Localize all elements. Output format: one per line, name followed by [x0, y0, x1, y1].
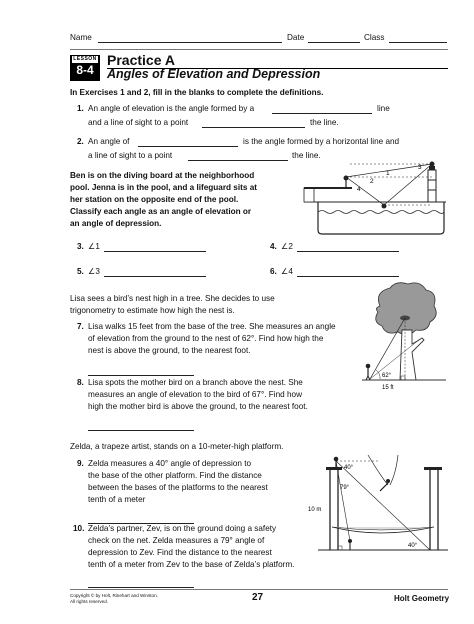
lesson-number: 8-4 — [70, 63, 100, 77]
class-label: Class — [364, 33, 385, 42]
q10-answer[interactable] — [88, 578, 194, 588]
q9-line-1: Zelda measures a 40° angle of depression to — [88, 459, 252, 468]
tree-intro-1: Lisa sees a bird’s nest high in a tree. She decides to use — [70, 294, 275, 303]
q9-number: 9. — [77, 459, 84, 468]
tree-angle-label: 62° — [382, 373, 392, 379]
pool-angle-label: 3 — [418, 164, 422, 171]
q6-number: 6. — [270, 267, 277, 276]
pool-intro-1: Ben is on the diving board at the neighborhood — [70, 171, 255, 180]
tree-diagram — [362, 282, 448, 394]
pool-angle-label: 2 — [370, 178, 374, 185]
trapeze-angle-79: 79° — [340, 485, 350, 491]
q8-line-2: measures an angle of elevation to the bird of 67°. Find how — [88, 390, 303, 399]
footer-rule — [70, 589, 448, 590]
page-number: 27 — [252, 592, 264, 603]
q10-line-2: check on the net. Zelda measures a 79° angle of — [88, 536, 265, 545]
q2-text-b: is the angle formed by a horizontal line and — [243, 137, 400, 146]
q2-text-d: the line. — [292, 151, 321, 160]
book-title: Holt Geometry — [394, 594, 450, 603]
pool-intro-2: pool. Jenna is in the pool, and a lifeguard sits at — [70, 183, 257, 192]
q4-answer[interactable] — [297, 242, 399, 252]
pool-intro-5: an angle of depression. — [70, 219, 162, 228]
q5-answer[interactable] — [104, 267, 206, 277]
name-field[interactable] — [98, 33, 282, 43]
tree-distance-label: 15 ft — [382, 385, 394, 391]
q3-answer[interactable] — [104, 242, 206, 252]
q7-line-3: nest is above the ground, to the nearest foot. — [88, 346, 251, 355]
class-field[interactable] — [389, 33, 447, 43]
q10-line-3: depression to Zev. Find the distance to the nearest — [88, 548, 272, 557]
instructions: In Exercises 1 and 2, fill in the blanks to complete the definitions. — [70, 88, 324, 97]
q2-text-a: An angle of — [88, 137, 130, 146]
q7-line-1: Lisa walks 15 feet from the base of the tree. She measures an angle — [88, 322, 336, 331]
date-field[interactable] — [308, 33, 360, 43]
trapeze-angle-top: 40° — [344, 465, 354, 471]
q1-text-d: the line. — [310, 118, 339, 127]
q1-blank-1[interactable] — [272, 104, 372, 114]
q1-text-b: line — [377, 104, 390, 113]
date-label: Date — [287, 33, 305, 42]
q6-label: ∠4 — [281, 267, 293, 276]
q8-line-1: Lisa spots the mother bird on a branch above the nest. She — [88, 378, 303, 387]
pool-angle-label: 1 — [386, 170, 390, 177]
q2-blank-1[interactable] — [138, 137, 238, 147]
q4-label: ∠2 — [281, 242, 293, 251]
q2-text-c: a line of sight to a point — [88, 151, 173, 160]
trapeze-angle-bottom: 40° — [408, 543, 418, 549]
q8-line-3: high the mother bird is above the ground, to the nearest foot. — [88, 402, 308, 411]
q9-line-4: tenth of a meter — [88, 495, 146, 504]
q1-text-a: An angle of elevation is the angle formed by a — [88, 104, 255, 113]
pool-intro-3: her station on the opposite end of the pool. — [70, 195, 239, 204]
page-title: Practice A — [107, 52, 175, 68]
q1-number: 1. — [77, 104, 84, 113]
q3-number: 3. — [77, 242, 84, 251]
page-subtitle: Angles of Elevation and Depression — [107, 67, 321, 81]
q4-number: 4. — [270, 242, 277, 251]
q2-blank-2[interactable] — [188, 151, 288, 161]
q9-line-3: between the bases of the platforms to the nearest — [88, 483, 268, 492]
trapeze-diagram — [308, 455, 450, 555]
q8-number: 8. — [77, 378, 84, 387]
q1-blank-2[interactable] — [202, 118, 305, 128]
lesson-label: LESSON — [73, 56, 97, 62]
header-rule — [70, 49, 448, 50]
name-label: Name — [70, 33, 92, 42]
copyright-line-2: All rights reserved. — [70, 599, 109, 604]
copyright-line-1: Copyright © by Holt, Rinehart and Winston. — [70, 593, 158, 598]
q10-line-1: Zelda’s partner, Zev, is on the ground doing a safety — [88, 524, 277, 533]
tree-intro-2: trigonometry to estimate how high the nest is. — [70, 306, 235, 315]
lesson-badge — [70, 55, 100, 81]
q7-number: 7. — [77, 322, 84, 331]
q10-line-4: tenth of a meter from Zev to the base of Zelda’s platform. — [88, 560, 295, 569]
q5-label: ∠3 — [88, 267, 100, 276]
trapeze-intro: Zelda, a trapeze artist, stands on a 10-meter-high platform. — [70, 442, 284, 451]
q10-number: 10. — [73, 524, 85, 533]
pool-angle-label: 4 — [357, 186, 361, 193]
q7-answer[interactable] — [88, 366, 194, 376]
q6-answer[interactable] — [297, 267, 399, 277]
pool-intro-4: Classify each angle as an angle of elevation or — [70, 207, 252, 216]
q9-line-2: the base of the other platform. Find the distance — [88, 471, 262, 480]
q3-label: ∠1 — [88, 242, 100, 251]
q7-line-2: of elevation from the ground to the nest of 62°. Find how high the — [88, 334, 324, 343]
q2-number: 2. — [77, 137, 84, 146]
trapeze-height-label: 10 m — [308, 507, 322, 513]
q8-answer[interactable] — [88, 421, 194, 431]
q5-number: 5. — [77, 267, 84, 276]
pool-diagram — [300, 160, 450, 240]
q1-text-c: and a line of sight to a point — [88, 118, 189, 127]
